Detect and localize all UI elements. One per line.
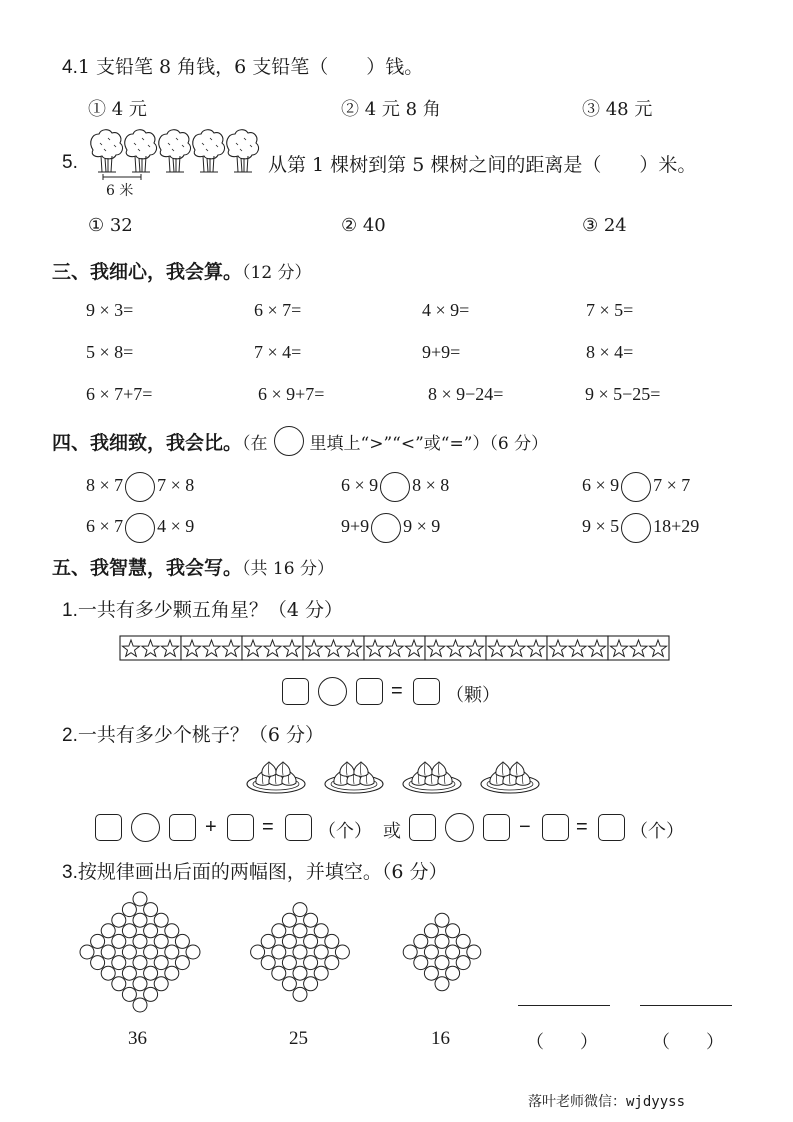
pattern-circle: [424, 966, 438, 980]
pattern-circle: [101, 966, 115, 980]
compare-right: 7 × 7: [653, 475, 691, 496]
footer-note: 落叶老师微信：wjdyyss: [528, 1094, 686, 1110]
peach-plate-icon: [325, 762, 383, 793]
compare-left: 9 × 5: [582, 516, 620, 537]
pattern-circle: [122, 966, 136, 980]
pattern-circle: [446, 945, 460, 959]
pattern-circle: [91, 956, 105, 970]
compare-circle[interactable]: [380, 472, 410, 502]
pattern-circle: [165, 966, 179, 980]
pattern-circle: [304, 977, 318, 991]
s5q1-question: [62, 595, 343, 622]
blank-answer-1[interactable]: （ ）: [526, 1032, 598, 1053]
peach-plate-icon: [247, 762, 305, 793]
pattern-circle: [133, 977, 147, 991]
pattern-circle: [335, 945, 349, 959]
q4-option-2[interactable]: ② 4 元 8 角: [341, 99, 441, 120]
calc-item[interactable]: 9 × 5−25=: [585, 384, 661, 404]
calc-item[interactable]: 7 × 5=: [586, 300, 634, 320]
pattern-circle: [144, 945, 158, 959]
pattern-circle: [165, 945, 179, 959]
pattern-circle: [414, 934, 428, 948]
pattern-circle: [133, 956, 147, 970]
equals-sign: =: [262, 816, 274, 838]
pattern-circle: [186, 945, 200, 959]
compare-circle[interactable]: [621, 472, 651, 502]
peach-plates-figure: [240, 758, 550, 798]
pattern-circle: [175, 934, 189, 948]
pattern-circle: [101, 924, 115, 938]
answer-box[interactable]: [227, 814, 254, 841]
equals-sign: =: [576, 816, 588, 838]
compare-item: [341, 472, 449, 502]
compare-left: 8 × 7: [86, 475, 124, 496]
calc-item[interactable]: 6 × 7=: [254, 300, 302, 320]
pattern-circle: [80, 945, 94, 959]
pattern-circle: [414, 956, 428, 970]
pattern-circle: [403, 945, 417, 959]
section3-title: 三、我细心，我会算。: [52, 261, 243, 283]
pattern-circle: [304, 913, 318, 927]
q5-number: 5.: [62, 152, 78, 173]
pattern-circle: [446, 924, 460, 938]
pattern-circle: [282, 977, 296, 991]
compare-right: 7 × 8: [157, 475, 195, 496]
compare-right: 4 × 9: [157, 516, 195, 537]
calc-item[interactable]: 5 × 8=: [86, 342, 134, 362]
peach-plate-icon: [403, 762, 461, 793]
pattern-circle: [154, 934, 168, 948]
pattern-circle: [175, 956, 189, 970]
unit-label: （个）: [630, 821, 684, 842]
pattern-circle: [314, 945, 328, 959]
s5q2-number: 2.: [62, 725, 78, 746]
section4-instruction-post: 里填上“>”“<”或“=”）（6 分）: [309, 434, 549, 454]
pattern-circle: [154, 956, 168, 970]
pattern-circle: [272, 924, 286, 938]
pattern-circle: [112, 934, 126, 948]
pattern-circle: [122, 987, 136, 1001]
pattern-circle: [154, 977, 168, 991]
s5q2-text: 一共有多少个桃子？（6 分）: [77, 724, 324, 746]
pattern-circle: [133, 934, 147, 948]
s5q1-text: 一共有多少颗五角星？（4 分）: [77, 599, 343, 621]
compare-circle[interactable]: [125, 513, 155, 543]
compare-circle[interactable]: [371, 513, 401, 543]
pattern-circle: [325, 934, 339, 948]
calc-item[interactable]: 9 × 3=: [86, 300, 134, 320]
pattern-circle: [325, 956, 339, 970]
pattern-circle: [435, 934, 449, 948]
pattern-circle: [154, 913, 168, 927]
unit-label: （颗）: [446, 685, 500, 706]
pattern-circle: [261, 934, 275, 948]
peach-plate-icon: [481, 762, 539, 793]
compare-left: 6 × 9: [341, 475, 379, 496]
compare-circle[interactable]: [125, 472, 155, 502]
tree-icon: [227, 130, 259, 172]
q4-question: [62, 52, 423, 79]
pattern-circle: [112, 956, 126, 970]
pattern-circle: [144, 903, 158, 917]
section5-score: （共 16 分）: [242, 559, 334, 579]
circle-diamonds-figure: [60, 880, 500, 1020]
s5q2-question: [62, 720, 324, 747]
tree-distance-label: 6 米: [106, 183, 134, 199]
section4-heading: [52, 428, 548, 456]
pattern-circle: [293, 966, 307, 980]
q5-option-2[interactable]: ② 40: [341, 215, 386, 236]
section4-title: 四、我细致，我会比。: [52, 432, 243, 454]
answer-box[interactable]: [285, 814, 312, 841]
diamond-count-25: 25: [289, 1028, 308, 1049]
compare-item: [86, 513, 194, 543]
compare-right: 18+29: [653, 516, 700, 537]
calc-item[interactable]: 6 × 7+7=: [86, 384, 153, 404]
pattern-circle: [314, 966, 328, 980]
pattern-circle: [144, 987, 158, 1001]
section4-instruction-pre: （在: [242, 434, 268, 454]
section5-heading: [52, 553, 334, 580]
pattern-circle: [304, 956, 318, 970]
pattern-circle: [293, 924, 307, 938]
operator-circle[interactable]: [318, 677, 347, 706]
tree-icon: [125, 130, 157, 172]
q5-text: 从第 1 棵树到第 5 棵树之间的距离是（ ）米。: [268, 154, 697, 176]
pattern-circle: [133, 913, 147, 927]
pattern-circle: [91, 934, 105, 948]
q5-option-1[interactable]: ① 32: [88, 215, 133, 236]
pattern-circle: [251, 945, 265, 959]
pattern-circle: [456, 956, 470, 970]
blank-answer-2[interactable]: （ ）: [652, 1032, 724, 1053]
answer-box[interactable]: [409, 814, 436, 841]
q4-text: 1 支铅笔 8 角钱，6 支铅笔（ ）钱。: [77, 56, 424, 78]
pattern-circle: [456, 934, 470, 948]
or-label: 或: [383, 821, 401, 842]
operator-circle[interactable]: [131, 813, 160, 842]
unit-label: （个）: [318, 821, 372, 842]
minus-sign: −: [519, 816, 531, 838]
pattern-circle: [304, 934, 318, 948]
pattern-circle: [261, 956, 275, 970]
equals-sign: =: [391, 680, 403, 702]
pattern-circle: [282, 956, 296, 970]
pattern-circle: [424, 924, 438, 938]
pattern-circle: [272, 945, 286, 959]
drawing-line-2[interactable]: [640, 1005, 732, 1006]
pattern-circle: [282, 934, 296, 948]
q4-option-3[interactable]: ③ 48 元: [582, 99, 653, 120]
pattern-circle: [293, 903, 307, 917]
pattern-circle: [112, 977, 126, 991]
pattern-circle: [122, 945, 136, 959]
tree-icon: [159, 130, 191, 172]
pattern-circle: [133, 892, 147, 906]
drawing-line-1[interactable]: [518, 1005, 610, 1006]
pattern-circle: [424, 945, 438, 959]
q4-number: 4.: [62, 57, 78, 78]
compare-circle-sample: [274, 426, 304, 456]
pattern-circle: [133, 998, 147, 1012]
q4-option-1[interactable]: ① 4 元: [88, 99, 147, 120]
calc-item[interactable]: 8 × 9−24=: [428, 384, 504, 404]
s5q3-text: 按规律画出后面的两幅图，并填空。（6 分）: [77, 861, 448, 883]
operator-circle[interactable]: [445, 813, 474, 842]
answer-box[interactable]: [542, 814, 569, 841]
diamond-count-36: 36: [128, 1028, 147, 1049]
answer-box[interactable]: [95, 814, 122, 841]
calc-item[interactable]: 4 × 9=: [422, 300, 470, 320]
pattern-circle: [144, 966, 158, 980]
compare-left: 6 × 9: [582, 475, 620, 496]
section3-score: （12 分）: [242, 263, 312, 283]
pattern-circle: [122, 924, 136, 938]
answer-box[interactable]: [413, 678, 440, 705]
calc-item[interactable]: 8 × 4=: [586, 342, 634, 362]
pattern-circle: [112, 913, 126, 927]
pattern-circle: [435, 956, 449, 970]
answer-box[interactable]: [598, 814, 625, 841]
pattern-circle: [282, 913, 296, 927]
calc-item[interactable]: 6 × 9+7=: [258, 384, 325, 404]
pattern-circle: [467, 945, 481, 959]
plus-sign: +: [205, 816, 217, 838]
compare-item: [341, 513, 440, 543]
pattern-circle: [435, 913, 449, 927]
tree-icon: [91, 130, 123, 172]
pattern-circle: [101, 945, 115, 959]
pattern-circle: [446, 966, 460, 980]
answer-box[interactable]: [356, 678, 383, 705]
q5-option-3[interactable]: ③ 24: [582, 215, 627, 236]
tree-icon: [193, 130, 225, 172]
pattern-circle: [272, 966, 286, 980]
calc-item[interactable]: 7 × 4=: [254, 342, 302, 362]
compare-left: 6 × 7: [86, 516, 124, 537]
answer-box[interactable]: [483, 814, 510, 841]
compare-item: [582, 513, 699, 543]
pattern-circle: [122, 903, 136, 917]
compare-item: [582, 472, 690, 502]
diamond-count-16: 16: [431, 1028, 450, 1049]
calc-item[interactable]: 9+9=: [422, 342, 461, 362]
compare-right: 8 × 8: [412, 475, 450, 496]
section3-heading: [52, 257, 312, 284]
pattern-circle: [293, 987, 307, 1001]
s5q1-number: 1.: [62, 600, 78, 621]
pattern-circle: [293, 945, 307, 959]
star-groups-figure: [118, 634, 670, 662]
pattern-circle: [165, 924, 179, 938]
compare-left: 9+9: [341, 516, 370, 537]
answer-box[interactable]: [169, 814, 196, 841]
s5q3-number: 3.: [62, 862, 78, 883]
answer-box[interactable]: [282, 678, 309, 705]
pattern-circle: [435, 977, 449, 991]
pattern-circle: [314, 924, 328, 938]
section5-title: 五、我智慧，我会写。: [52, 557, 243, 579]
compare-item: [86, 472, 194, 502]
pattern-circle: [144, 924, 158, 938]
compare-circle[interactable]: [621, 513, 651, 543]
compare-right: 9 × 9: [403, 516, 441, 537]
